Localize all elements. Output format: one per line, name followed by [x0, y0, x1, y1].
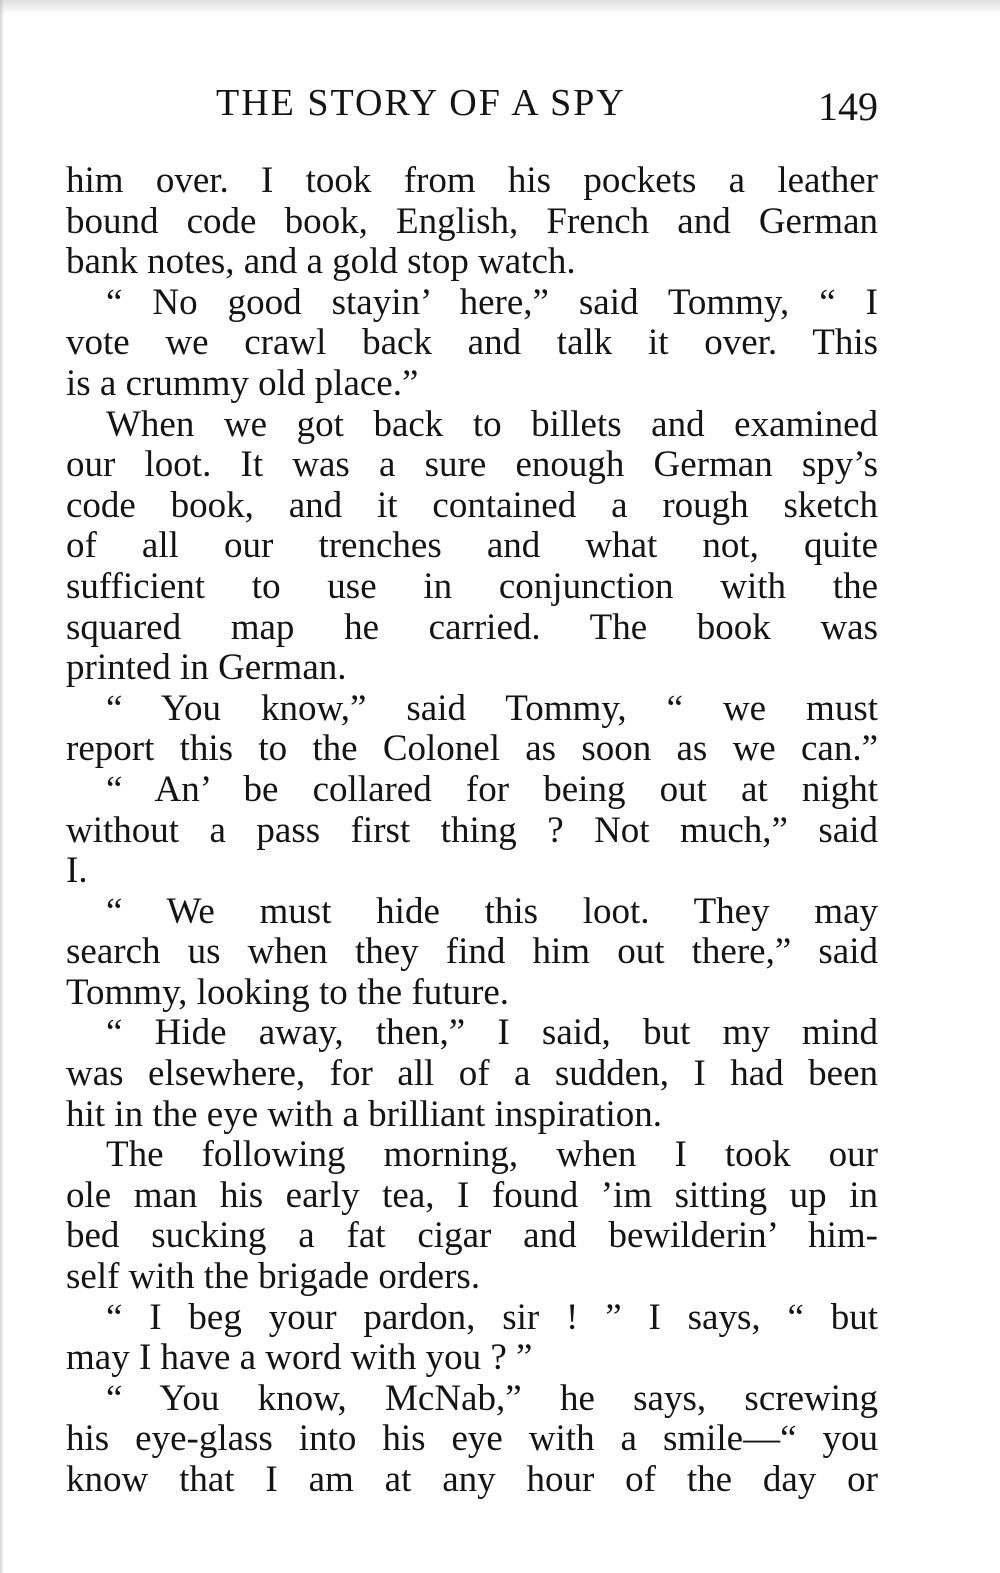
- text-line: may I have a word with you ? ”: [66, 1338, 533, 1379]
- text-line: hit in the eye with a brilliant inspiration.: [66, 1094, 662, 1135]
- text-line: bed sucking a fat cigar and bewilderin’ him-: [66, 1216, 878, 1257]
- text-line: bound code book, English, French and German: [66, 201, 878, 242]
- text-line: squared map he carried. The book was: [66, 607, 878, 648]
- scan-shadow-top: [0, 0, 1000, 14]
- text-line: bank notes, and a gold stop watch.: [66, 242, 576, 283]
- text-line: I.: [66, 851, 88, 892]
- text-line: “ You know,” said Tommy, “ we must: [106, 688, 878, 729]
- text-line: him over. I took from his pockets a leather: [66, 161, 878, 201]
- text-line: report this to the Colonel as soon as we can.”: [66, 729, 878, 770]
- text-line: without a pass first thing ? Not much,” said: [66, 810, 878, 851]
- text-line: search us when they find him out there,” said: [66, 932, 878, 973]
- text-line: is a crummy old place.”: [66, 363, 419, 404]
- text-line: When we got back to billets and examined: [106, 404, 878, 445]
- scan-shadow-left: [0, 0, 4, 1573]
- text-line: code book, and it contained a rough sketch: [66, 485, 878, 526]
- text-line: self with the brigade orders.: [66, 1257, 481, 1298]
- page-number: 149: [818, 84, 878, 129]
- text-line: ole man his early tea, I found ’im sitting up in: [66, 1175, 878, 1216]
- text-line: “ An’ be collared for being out at night: [106, 769, 878, 810]
- text-line: “ No good stayin’ here,” said Tommy, “ I: [106, 282, 878, 323]
- text-line: vote we crawl back and talk it over. This: [66, 323, 878, 364]
- text-line: “ Hide away, then,” I said, but my mind: [106, 1013, 878, 1054]
- text-line: know that I am at any hour of the day or: [66, 1460, 878, 1500]
- text-line: “ I beg your pardon, sir ! ” I says, “ but: [106, 1297, 878, 1338]
- text-line: printed in German.: [66, 648, 347, 689]
- text-line: was elsewhere, for all of a sudden, I had been: [66, 1054, 878, 1095]
- page-header: [66, 78, 878, 128]
- text-line: our loot. It was a sure enough German spy’s: [66, 445, 878, 486]
- text-line: The following morning, when I took our: [106, 1135, 878, 1176]
- running-title: THE STORY OF A SPY: [216, 82, 626, 124]
- text-line: “ You know, McNab,” he says, screwing: [106, 1378, 878, 1419]
- text-line: “ We must hide this loot. They may: [106, 891, 878, 932]
- text-line: Tommy, looking to the future.: [66, 972, 510, 1013]
- text-line: of all our trenches and what not, quite: [66, 526, 878, 567]
- text-line: his eye-glass into his eye with a smile—“ you: [66, 1419, 878, 1460]
- body-text: [66, 161, 878, 1501]
- text-line: sufficient to use in conjunction with the: [66, 566, 878, 607]
